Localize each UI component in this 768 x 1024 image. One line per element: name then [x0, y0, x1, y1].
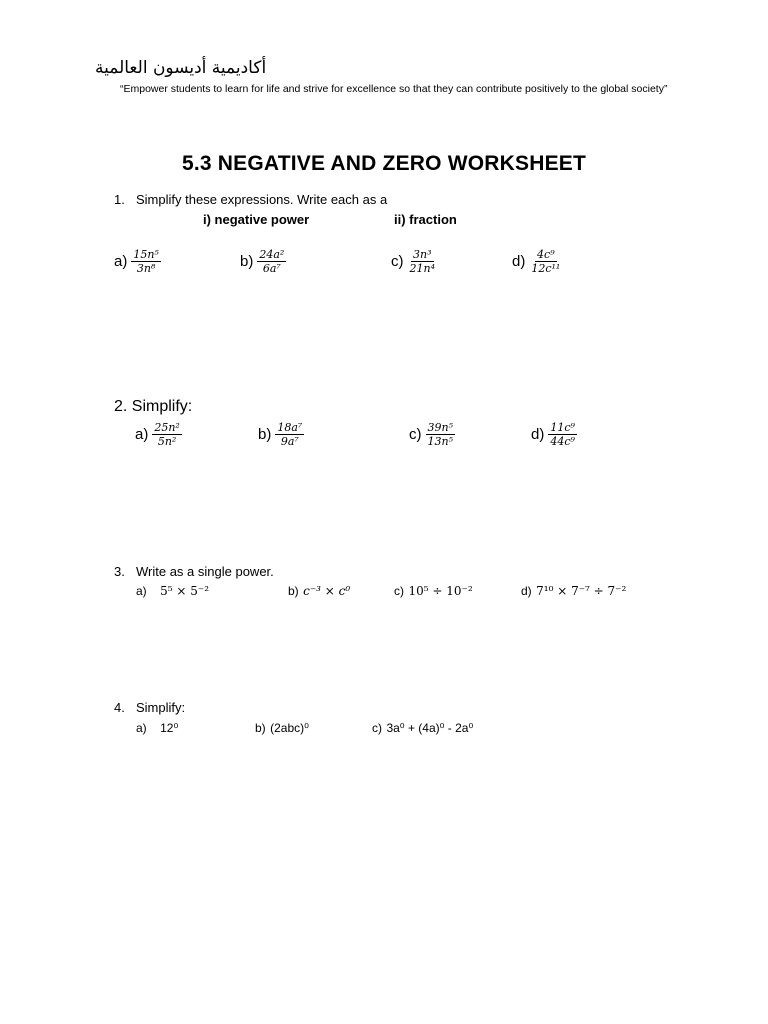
q2-fraction	[275, 421, 304, 448]
q3-expression: c⁻³ × c⁰	[303, 584, 351, 598]
fraction-denominator: 3n⁸	[136, 262, 156, 275]
q3-item-label: c)	[394, 584, 404, 598]
q2-item-label: c)	[409, 426, 422, 443]
q1-item-c	[391, 248, 437, 275]
q2-item-a	[135, 421, 182, 448]
fraction-denominator: 9a⁷	[280, 435, 299, 448]
q1-item-label: a)	[114, 253, 128, 270]
q1-fraction	[131, 248, 161, 275]
q4-expression: 3a⁰ + (4a)⁰ - 2a⁰	[386, 721, 474, 735]
q4-item-label: b)	[255, 721, 266, 735]
q1-item-b	[240, 248, 286, 275]
q3-number: 3.	[114, 564, 125, 579]
q1-item-label: c)	[391, 253, 404, 270]
q3-expression: 10⁵ ÷ 10⁻²	[408, 584, 473, 598]
fraction-denominator: 12c¹¹	[531, 262, 561, 275]
q2-item-label: b)	[258, 426, 272, 443]
q3-item-d	[521, 582, 626, 600]
q2-fraction	[548, 421, 577, 448]
q2-item-d	[531, 421, 577, 448]
worksheet-title: 5.3 NEGATIVE AND ZERO WORKSHEET	[181, 152, 587, 175]
q2-item-label: a)	[135, 426, 149, 443]
q1-fraction	[257, 248, 286, 275]
q1-item-label: d)	[512, 253, 526, 270]
q2-fraction	[152, 421, 182, 448]
q4-expression: 12⁰	[160, 721, 179, 735]
q4-item-label: c)	[372, 721, 382, 735]
fraction-numerator: 3n³	[413, 248, 432, 261]
q1-number: 1.	[114, 192, 125, 207]
fraction-denominator: 5n²	[157, 435, 177, 448]
q3-item-label: a)	[136, 584, 147, 598]
q1-item-d	[512, 248, 562, 275]
q1-fraction	[408, 248, 438, 275]
fraction-denominator: 13n⁵	[427, 435, 453, 448]
fraction-denominator: 6a⁷	[262, 262, 281, 275]
q3-item-label: d)	[521, 584, 532, 598]
q4-number: 4.	[114, 700, 125, 715]
q1-fraction	[529, 248, 562, 275]
q4-item-a	[136, 719, 178, 737]
q2-fraction	[426, 421, 456, 448]
q3-item-label: b)	[288, 584, 299, 598]
q1-item-a	[114, 248, 161, 275]
q1-text: Simplify these expressions. Write each as a	[136, 192, 388, 207]
q4-expression: (2abc)⁰	[270, 721, 309, 735]
fraction-numerator: 4c⁹	[537, 248, 555, 261]
q1-option-ii: ii) fraction	[394, 212, 457, 227]
q4-item-label: a)	[136, 721, 147, 735]
q1-option-i: i) negative power	[203, 212, 310, 227]
fraction-denominator: 21n⁴	[409, 262, 435, 275]
fraction-numerator: 15n⁵	[133, 248, 159, 261]
school-name-arabic: أكاديمية أديسون العالمية	[95, 58, 267, 78]
q4-item-b	[255, 719, 309, 737]
q2-item-label: d)	[531, 426, 545, 443]
fraction-numerator: 11c⁹	[550, 421, 575, 434]
q3-expression: 7¹⁰ × 7⁻⁷ ÷ 7⁻²	[536, 584, 627, 598]
fraction-numerator: 18a⁷	[277, 421, 303, 434]
q2-item-b	[258, 421, 304, 448]
q3-expression: 5⁵ × 5⁻²	[160, 584, 210, 598]
school-motto: “Empower students to learn for life and strive for excellence so that they can contribute positively to the global society”	[120, 83, 668, 95]
q1-item-label: b)	[240, 253, 254, 270]
q3-text: Write as a single power.	[136, 564, 274, 579]
q4-item-c	[372, 719, 473, 737]
q2-heading: 2. Simplify:	[114, 398, 193, 415]
q3-item-b	[288, 582, 350, 600]
q3-item-a	[136, 582, 209, 600]
fraction-numerator: 39n⁵	[427, 421, 453, 434]
q3-item-c	[394, 582, 473, 600]
q4-text: Simplify:	[136, 700, 186, 715]
fraction-numerator: 24a²	[259, 248, 285, 261]
fraction-denominator: 44c⁹	[550, 435, 575, 448]
q2-item-c	[409, 421, 455, 448]
fraction-numerator: 25n²	[154, 421, 180, 434]
